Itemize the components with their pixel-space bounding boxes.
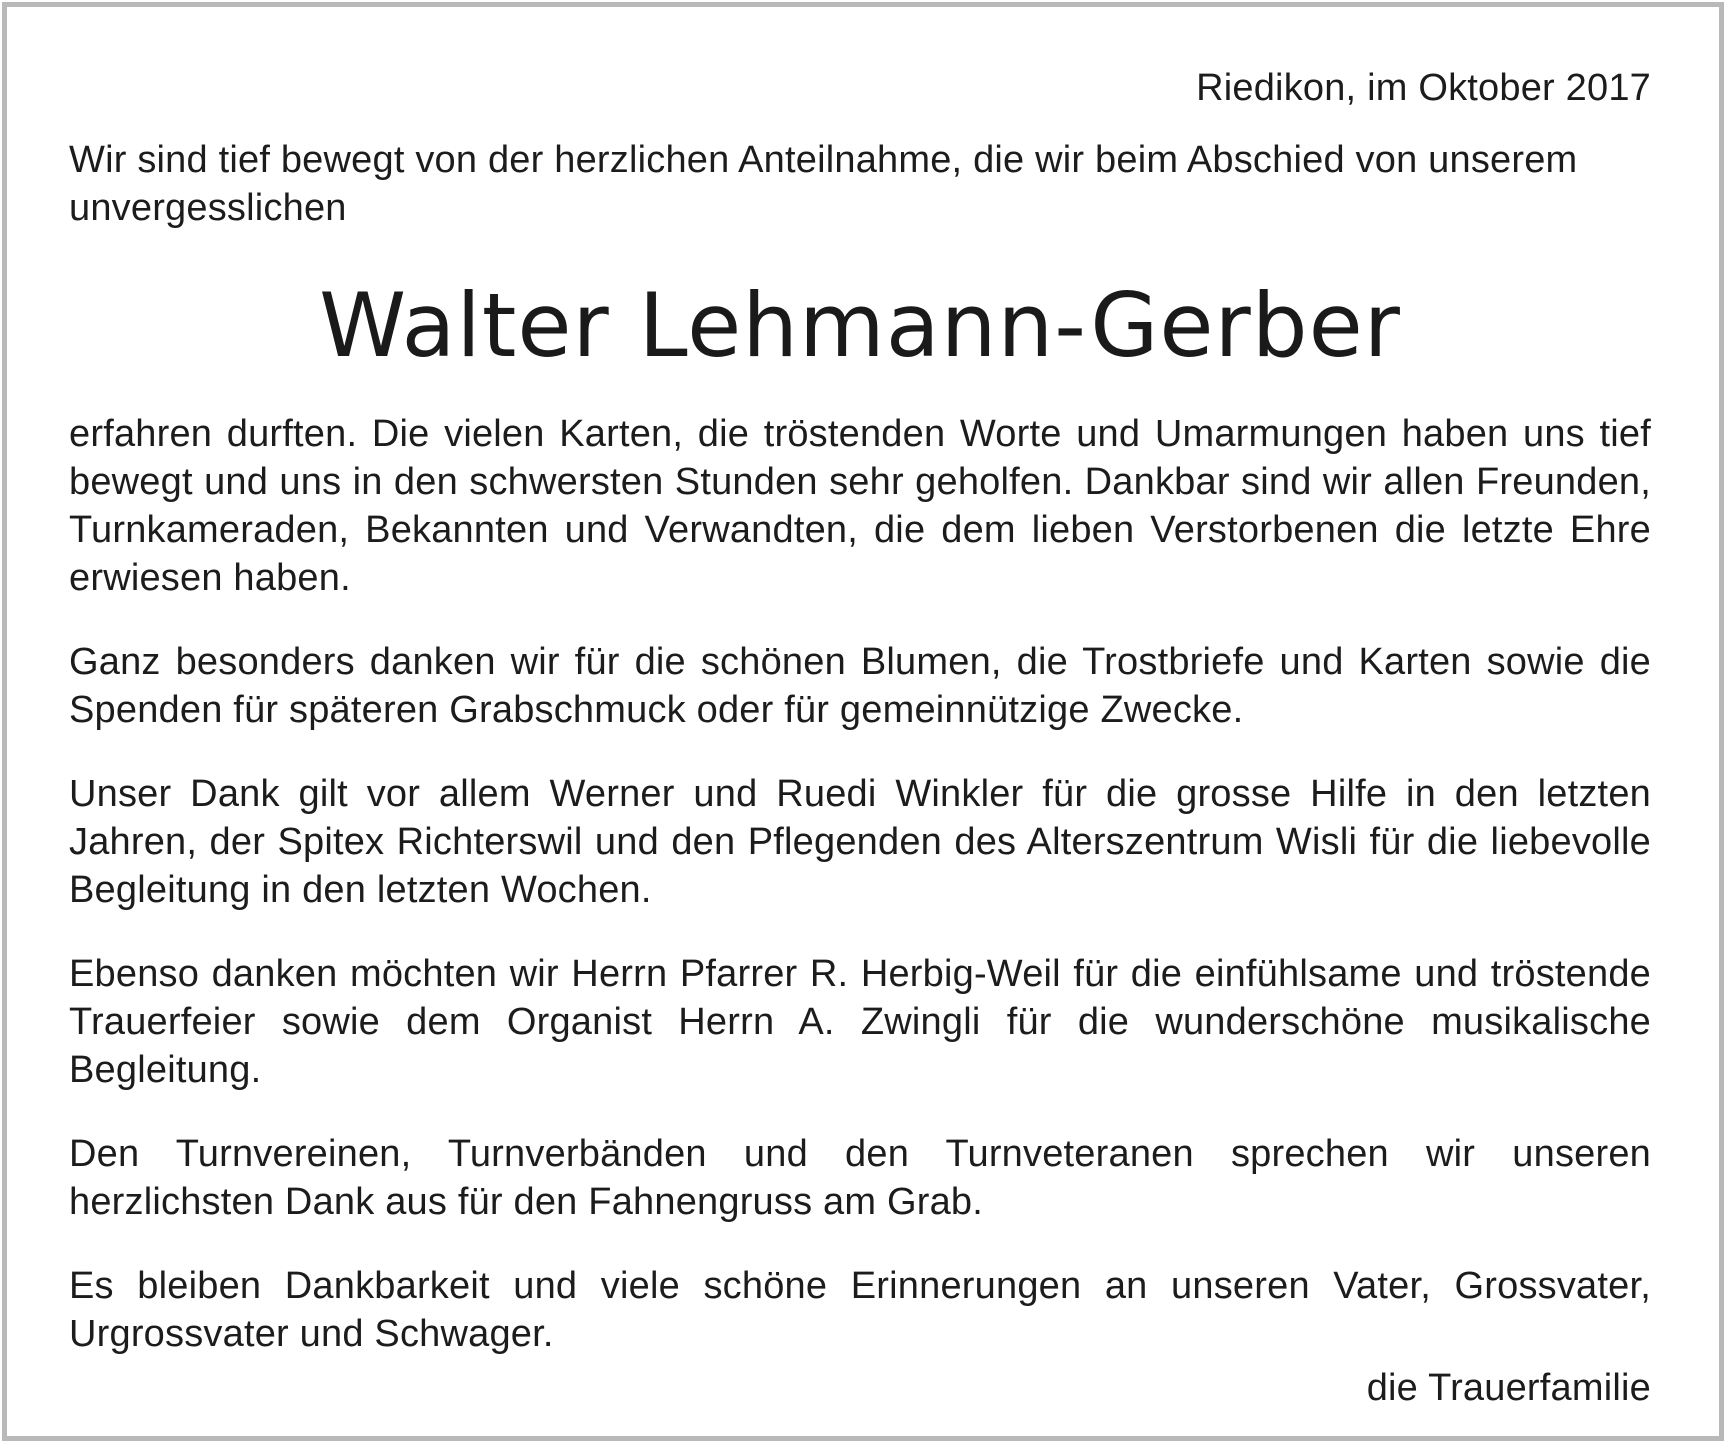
- notice-frame: [2, 2, 1724, 1441]
- intro-paragraph: Wir sind tief bewegt von der herzlichen Anteilnahme, die wir beim Abschied von unserem unvergesslichen: [69, 139, 1578, 229]
- paragraph-thanks-helpers: Unser Dank gilt vor allem Werner und Ruedi Winkler für die grosse Hilfe in den letzten Jahren, der Spitex Richterswil und den Pflegenden des Alterszentrum Wisli für die liebevolle Begleitung in den letzten Wochen.: [69, 773, 1651, 911]
- paragraph-thanks-sympathy: erfahren durften. Die vielen Karten, die tröstenden Worte und Umarmungen haben uns tief bewegt und uns in den schwersten Stunden sehr geholfen. Dankbar sind wir allen Freunden, Turnkameraden, Bekannten und Verwandten, die dem lieben Verstorbenen die letzte Ehre erwiesen haben.: [69, 413, 1651, 599]
- dateline: Riedikon, im Oktober 2017: [1196, 67, 1651, 109]
- paragraph-thanks-ceremony: Ebenso danken möchten wir Herrn Pfarrer R. Herbig-Weil für die einfühlsame und tröstende Trauerfeier sowie dem Organist Herrn A. Zwingli für die wunderschöne musikalische Begleitung.: [69, 953, 1651, 1091]
- notice-content: [69, 64, 1651, 1412]
- paragraph-thanks-flowers: Ganz besonders danken wir für die schönen Blumen, die Trostbriefe und Karten sowie die Spenden für späteren Grabschmuck oder für gemeinnützige Zwecke.: [69, 641, 1651, 731]
- deceased-name: Walter Lehmann-Gerber: [319, 274, 1401, 377]
- signature: die Trauerfamilie: [1366, 1367, 1651, 1409]
- paragraph-memories: Es bleiben Dankbarkeit und viele schöne Erinnerungen an unseren Vater, Grossvater, Urgrossvater und Schwager.: [69, 1265, 1651, 1355]
- paragraph-thanks-gymnastics: Den Turnvereinen, Turnverbänden und den Turnveteranen sprechen wir unseren herzlichsten Dank aus für den Fahnengruss am Grab.: [69, 1133, 1651, 1223]
